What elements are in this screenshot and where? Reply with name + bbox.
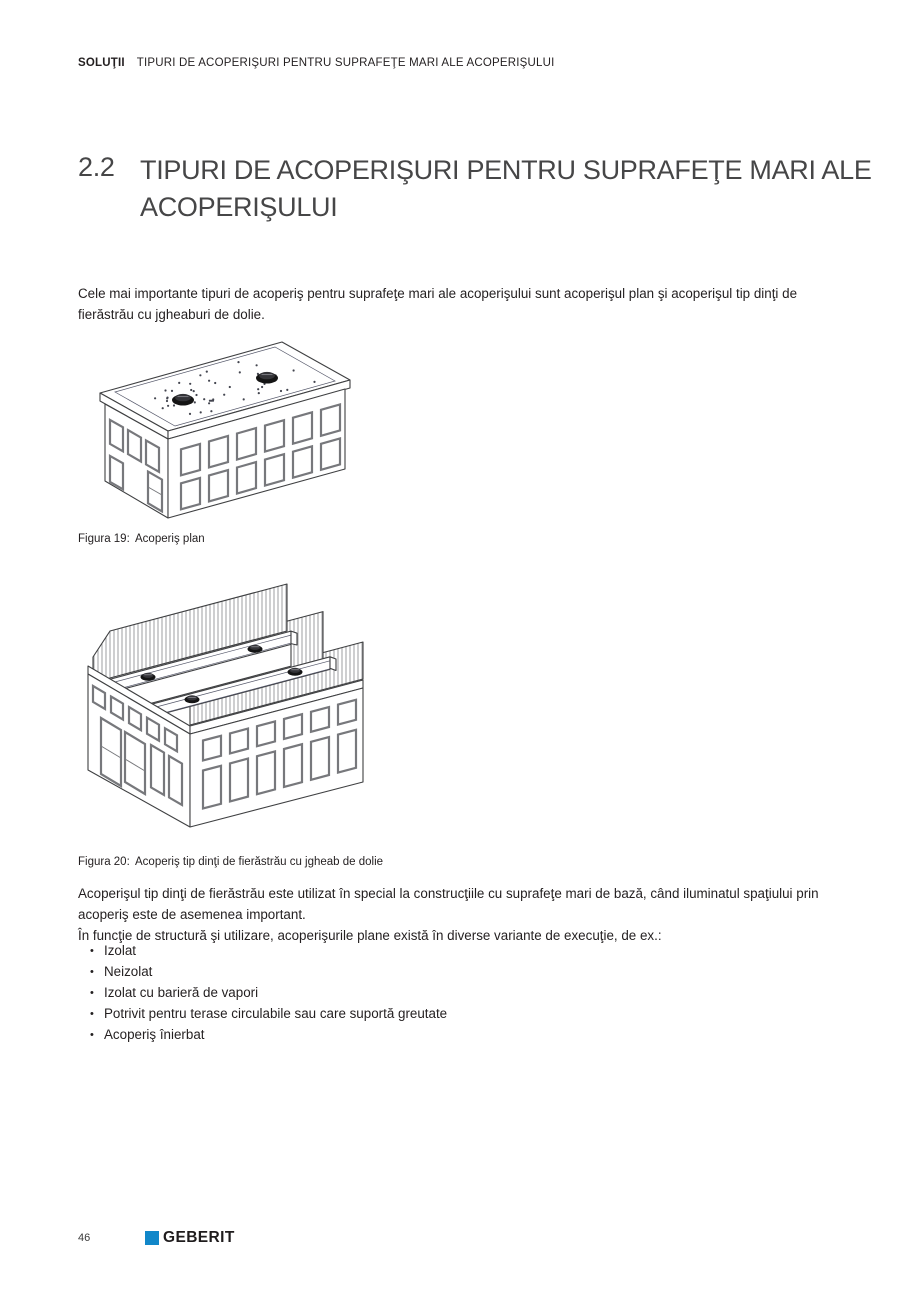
gravel-dot (193, 390, 195, 392)
window (237, 462, 256, 493)
gravel-dot (178, 382, 180, 384)
gravel-dot (206, 371, 208, 373)
gravel-dot (293, 369, 295, 371)
gravel-dot (189, 383, 191, 385)
intro-paragraph: Cele mai importante tipuri de acoperiş pentru suprafeţe mari ale acoperişului sunt acoperişul plan şi acoperişul tip dinţi de fierăstrău cu jgheaburi de dolie. (78, 286, 798, 322)
gravel-dot (223, 394, 225, 396)
window (230, 729, 248, 754)
gravel-dot (210, 410, 212, 412)
gravel-dot (280, 390, 282, 392)
window (209, 436, 228, 467)
gravel-dot (286, 389, 288, 391)
window (203, 736, 221, 761)
geberit-logo (145, 1229, 235, 1247)
gravel-dot (257, 388, 259, 390)
roof-drain-dome (187, 695, 198, 700)
sawtooth-roof-building (88, 584, 363, 827)
geberit-logo-square-icon (145, 1231, 159, 1245)
list-item: • Potrivit pentru terase circulabile sau care suportă greutate (90, 1007, 447, 1021)
window (293, 446, 312, 477)
figure-20-caption: Figura 20: Acoperiş tip dinţi de fierăstrău cu jgheab de dolie (78, 856, 384, 868)
gravel-dot (237, 361, 239, 363)
gravel-dot (162, 407, 164, 409)
section-title: TIPURI DE ACOPERIŞURI PENTRU SUPRAFEŢE MARI ALE ACOPERIŞULUI (140, 155, 872, 222)
running-header (78, 57, 555, 69)
window (338, 730, 356, 773)
figure-19-flat-roof-illustration (97, 341, 353, 523)
list-item: • Acoperiş înierbat (90, 1028, 447, 1042)
window (181, 444, 200, 475)
window (265, 454, 284, 485)
gravel-dot (229, 386, 231, 388)
gravel-dot (189, 413, 191, 415)
page-footer (78, 1229, 478, 1249)
geberit-logo-text: GEBERIT (163, 1229, 235, 1246)
header-title: TIPURI DE ACOPERIŞURI PENTRU SUPRAFEŢE MARI ALE ACOPERIŞULUI (136, 57, 555, 69)
gravel-dot (199, 374, 201, 376)
window (230, 759, 248, 802)
window (321, 404, 340, 435)
list-item: • Neizolat (90, 965, 447, 979)
gravel-dot (208, 380, 210, 382)
gravel-dot (173, 404, 175, 406)
roof-drain-dome (290, 668, 301, 673)
window (311, 707, 329, 732)
header-kicker: SOLUŢII (78, 57, 125, 69)
gravel-dot (200, 411, 202, 413)
gravel-dot (258, 392, 260, 394)
gravel-dot (261, 386, 263, 388)
gravel-dot (256, 364, 258, 366)
gravel-dot (167, 405, 169, 407)
window (237, 428, 256, 459)
figure-20-sawtooth-roof-illustration (85, 578, 370, 830)
window (181, 478, 200, 509)
window (209, 470, 228, 501)
window (311, 737, 329, 780)
variants-list (90, 944, 447, 1049)
window (284, 744, 302, 787)
window (257, 721, 275, 746)
gravel-dot (214, 382, 216, 384)
gravel-dot (166, 400, 168, 402)
window (257, 751, 275, 794)
list-item: • Izolat (90, 944, 447, 958)
roof-drain-dome (250, 645, 261, 650)
roof-drain-dome (175, 394, 191, 401)
entrance-door (148, 472, 162, 512)
figure-19-caption: Figura 19: Acoperiş plan (78, 533, 205, 545)
window (203, 766, 221, 809)
gravel-dot (203, 398, 205, 400)
gravel-dot (166, 397, 168, 399)
section-number: 2.2 (78, 152, 115, 182)
gravel-dot (239, 371, 241, 373)
window (284, 714, 302, 739)
list-item: • Izolat cu barieră de vapori (90, 986, 447, 1000)
page-number: 46 (78, 1232, 91, 1244)
gravel-dot (164, 389, 166, 391)
variants-lead-paragraph: În funcţie de structură şi utilizare, acoperişurile plane există în diverse variante de execuţie, de ex.: (78, 928, 662, 943)
window (338, 700, 356, 725)
flat-roof-building (100, 342, 350, 518)
gravel-dot (190, 389, 192, 391)
gravel-dot (212, 398, 214, 400)
window (265, 420, 284, 451)
gravel-dot (195, 394, 197, 396)
roof-drain-dome (259, 372, 275, 379)
gravel-dot (154, 397, 156, 399)
gravel-dot (313, 381, 315, 383)
roof-drain-dome (143, 673, 154, 678)
window (321, 438, 340, 469)
gravel-dot (243, 398, 245, 400)
gravel-dot (171, 390, 173, 392)
gravel-dot (208, 402, 210, 404)
gravel-dot (209, 400, 211, 402)
gravel-dot (194, 401, 196, 403)
window (293, 412, 312, 443)
sawtooth-paragraph: Acoperişul tip dinţi de fierăstrău este utilizat în special la construcţiile cu suprafeţe mari de bază, când iluminatul spaţiului prin acoperiş este de asemenea important. (78, 886, 819, 922)
